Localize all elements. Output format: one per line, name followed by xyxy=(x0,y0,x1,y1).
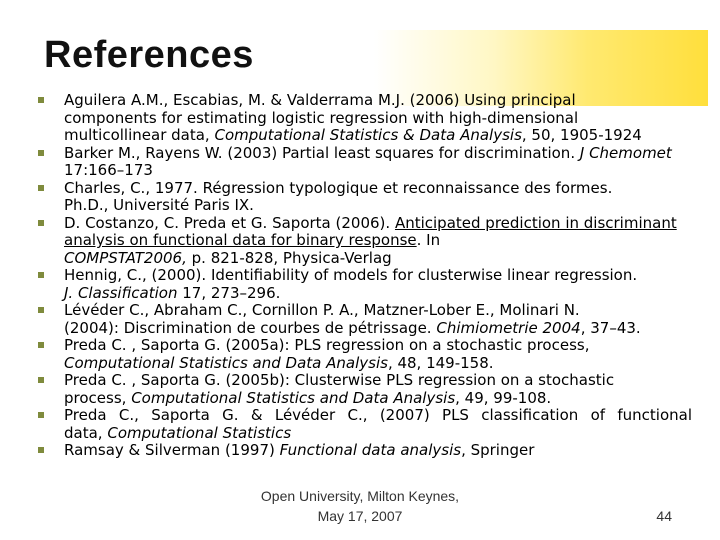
reference-text: D. Costanzo, C. Preda et G. Saporta (2006). xyxy=(64,213,391,232)
reference-text: , 37–43. xyxy=(580,318,641,337)
reference-text: Lévéder C., Abraham C., Cornillon P. A., Matzner-Lober E., Molinari N. xyxy=(64,301,580,319)
reference-item xyxy=(0,215,720,268)
bullet-icon xyxy=(38,447,44,453)
reference-text: 17:166–173 xyxy=(64,161,153,179)
journal-name: Computational Statistics and Data Analysis xyxy=(131,388,456,407)
reference-text: , Springer xyxy=(461,441,535,459)
reference-item xyxy=(0,267,720,302)
journal-name: Computational Statistics and Data Analysis xyxy=(64,353,388,372)
reference-text: , 48, 149-158. xyxy=(387,353,494,372)
bullet-icon xyxy=(38,377,44,383)
reference-text: Ph.D., Université Paris IX. xyxy=(64,196,254,214)
reference-text: multicollinear data, xyxy=(64,126,210,144)
reference-text: 17, 273–296. xyxy=(182,283,281,302)
page-title: References xyxy=(44,34,254,76)
journal-name: J Chemomet xyxy=(579,143,672,162)
reference-item xyxy=(0,180,720,215)
journal-name: Computational Statistics & Data Analysis xyxy=(214,126,522,144)
reference-text: Aguilera A.M., Escabias, M. & Valderrama M.J. (2006) Using principal xyxy=(64,91,576,109)
bullet-icon xyxy=(38,412,44,418)
conference-name: COMPSTAT2006, xyxy=(64,248,187,267)
footer-date: May 17, 2007 xyxy=(317,508,403,524)
page-number: 44 xyxy=(656,508,672,524)
reference-item xyxy=(0,145,720,180)
reference-text: , 50, 1905-1924 xyxy=(521,126,642,144)
reference-item xyxy=(0,92,720,145)
reference-text: Ramsay & Silverman (1997) xyxy=(64,441,275,459)
reference-item xyxy=(0,442,720,460)
reference-list xyxy=(0,92,720,460)
reference-text: Charles, C., 1977. Régression typologique et reconnaissance des formes. xyxy=(64,178,613,197)
reference-text: , 49, 99-108. xyxy=(455,388,552,407)
bullet-icon xyxy=(38,272,44,278)
footer-location: Open University, Milton Keynes, xyxy=(260,488,460,504)
reference-item xyxy=(0,372,720,407)
bullet-icon xyxy=(38,150,44,156)
reference-link[interactable]: Anticipated prediction in discriminant analysis on functional data for binary response xyxy=(64,213,677,249)
book-title: Functional data analysis xyxy=(279,441,462,459)
reference-text: data, xyxy=(64,423,103,442)
journal-name: J. Classification xyxy=(64,283,178,302)
journal-name: Computational Statistics xyxy=(107,423,292,442)
reference-text: p. 821-828, Physica-Verlag xyxy=(191,248,392,267)
bullet-icon xyxy=(38,342,44,348)
reference-text: (2004): Discrimination de courbes de pétrissage. xyxy=(64,318,432,337)
bullet-icon xyxy=(38,97,44,103)
reference-item xyxy=(0,407,720,442)
bullet-icon xyxy=(38,307,44,313)
reference-text: components for estimating logistic regression with high-dimensional xyxy=(64,108,579,127)
reference-text: Preda C. , Saporta G. (2005a): PLS regression on a stochastic process, xyxy=(64,336,590,354)
reference-text: process, xyxy=(64,388,127,407)
reference-text: Hennig, C., (2000). Identifiability of models for clusterwise linear regression. xyxy=(64,266,638,284)
reference-text: Preda C. , Saporta G. (2005b): Clusterwise PLS regression on a stochastic xyxy=(64,371,615,389)
reference-item xyxy=(0,302,720,337)
bullet-icon xyxy=(38,185,44,191)
reference-item xyxy=(0,337,720,372)
reference-text: Preda C., Saporta G. & Lévéder C., (2007) PLS classification of functional xyxy=(64,406,692,424)
reference-text: Barker M., Rayens W. (2003) Partial least squares for discrimination. xyxy=(64,143,576,162)
journal-name: Chimiometrie 2004 xyxy=(436,318,581,337)
reference-text: . In xyxy=(416,231,441,249)
bullet-icon xyxy=(38,220,44,226)
